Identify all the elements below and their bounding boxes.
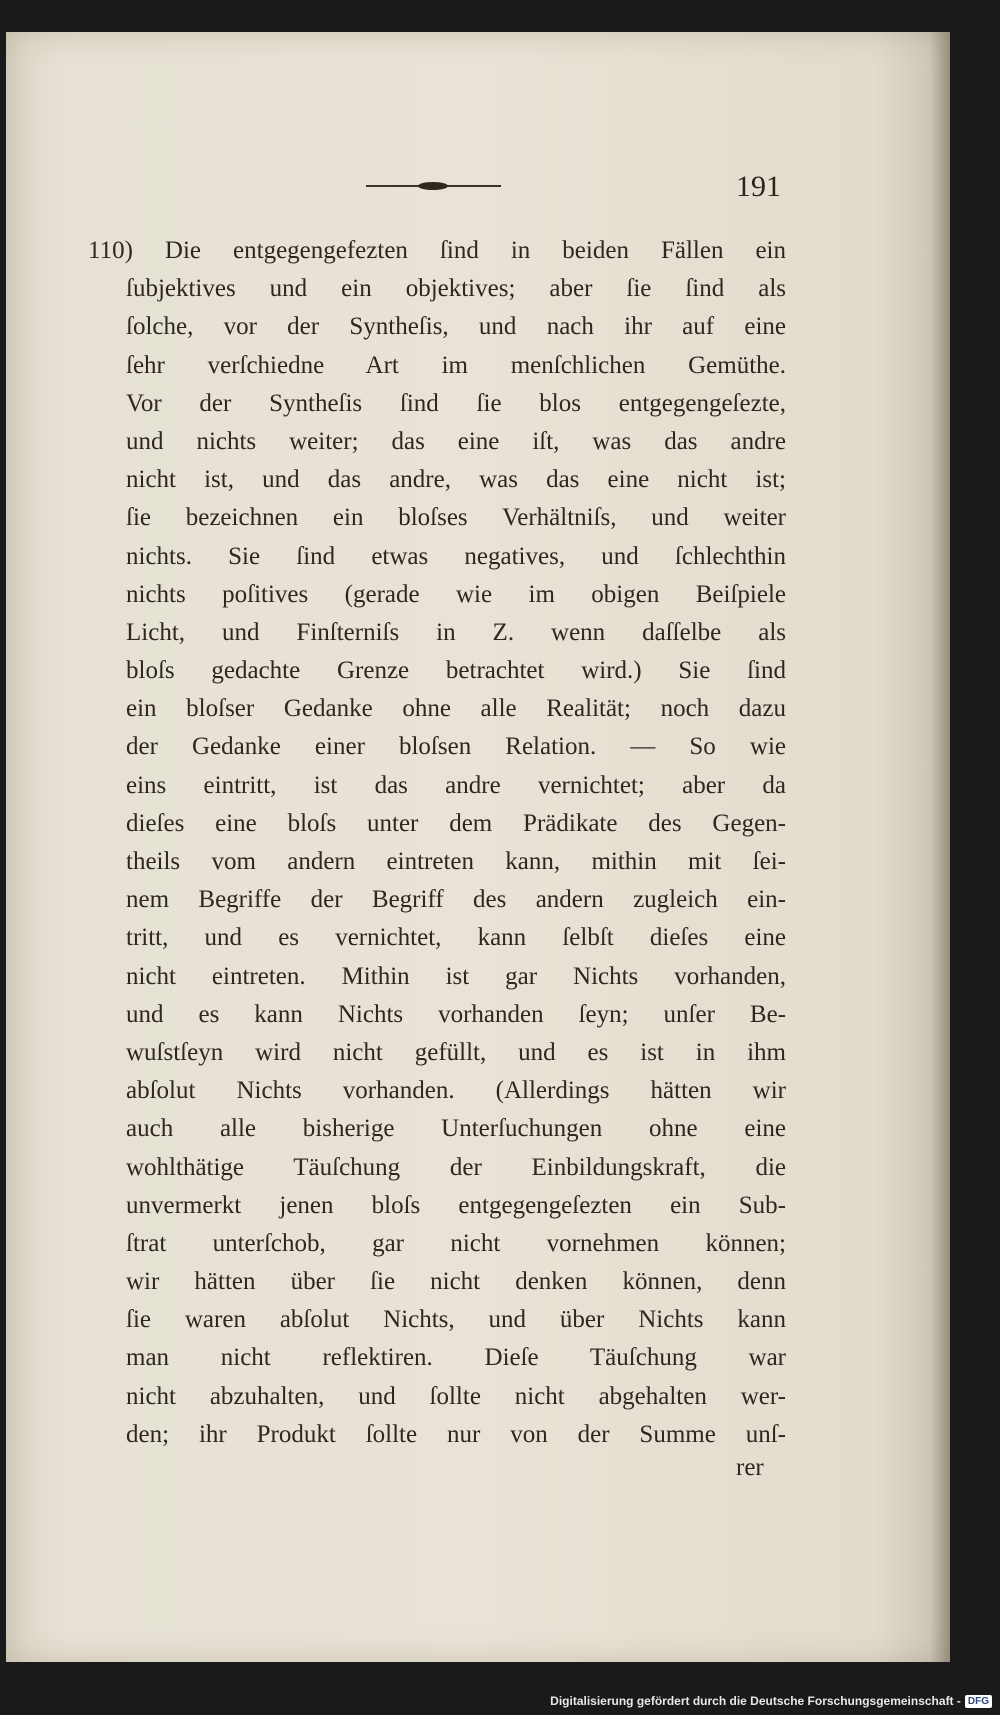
text-line: nicht eintreten. Mithin ist gar Nichts vorhanden,: [126, 962, 786, 990]
text-line: ſtrat unterſchob, gar nicht vornehmen können;: [126, 1229, 786, 1257]
text-line: nicht ist, und das andre, was das eine nicht ist;: [126, 466, 786, 494]
body-text: [88, 232, 786, 1454]
text-line: den; ihr Produkt ſollte nur von der Summe unſ-: [126, 1420, 786, 1448]
text-line: nem Begriffe der Begriff des andern zugleich ein-: [126, 886, 786, 914]
text-line: ein bloſser Gedanke ohne alle Realität; noch dazu: [126, 695, 786, 723]
text-line: wohlthätige Täuſchung der Einbildungskraft, die: [126, 1153, 786, 1181]
text-line: und es kann Nichts vorhanden ſeyn; unſer Be-: [126, 1000, 786, 1028]
text-line: wir hätten über ſie nicht denken können, denn: [126, 1268, 786, 1296]
text-line: wuſstſeyn wird nicht gefüllt, und es ist in ihm: [126, 1038, 786, 1066]
text-line: bloſs gedachte Grenze betrachtet wird.) Sie ſind: [126, 657, 786, 685]
text-line: Licht, und Finſterniſs in Z. wenn daſſelbe als: [126, 618, 786, 646]
catchword: rer: [736, 1454, 764, 1481]
text-line: nichts. Sie ſind etwas negatives, und ſchlechthin: [126, 542, 786, 570]
ornamental-rule: [366, 182, 501, 190]
text-line: eins eintritt, ist das andre vernichtet; aber da: [126, 771, 786, 799]
text-line: dieſes eine bloſs unter dem Prädikate des Gegen-: [126, 809, 786, 837]
dfg-logo: DFG: [965, 1695, 992, 1708]
text-line: tritt, und es vernichtet, kann ſelbſt dieſes eine: [126, 924, 786, 952]
text-line: theils vom andern eintreten kann, mithin mit ſei-: [126, 848, 786, 875]
ornamental-rule-knot: [418, 182, 448, 190]
page-number: 191: [736, 170, 781, 203]
digitization-footer: [550, 1691, 992, 1711]
text-line: auch alle bisherige Unterſuchungen ohne eine: [126, 1115, 786, 1143]
text-line: ſie bezeichnen ein bloſses Verhältniſs, und weiter: [126, 504, 786, 532]
text-line: ſolche, vor der Syntheſis, und nach ihr auf eine: [126, 313, 786, 341]
book-page: [6, 32, 950, 1662]
text-line: nicht abzuhalten, und ſollte nicht abgehalten wer-: [126, 1382, 786, 1410]
text-line: ſie waren abſolut Nichts, und über Nichts kann: [126, 1306, 786, 1334]
text-line: nichts poſitives (gerade wie im obigen Beiſpiele: [126, 580, 786, 608]
text-line: Vor der Syntheſis ſind ſie blos entgegengeſezte,: [126, 389, 786, 417]
text-line: der Gedanke einer bloſsen Relation. — So wie: [126, 733, 786, 761]
text-line: ſehr verſchiedne Art im menſchlichen Gemüthe.: [126, 351, 786, 379]
footer-credit: Digitalisierung gefördert durch die Deutsche Forschungsgemeinschaft -: [550, 1694, 961, 1708]
text-line: abſolut Nichts vorhanden. (Allerdings hätten wir: [126, 1077, 786, 1105]
text-line: unvermerkt jenen bloſs entgegengeſezten ein Sub-: [126, 1191, 786, 1219]
text-line: 110) Die entgegengefezten ſind in beiden Fällen ein: [88, 237, 786, 264]
text-line: man nicht reflektiren. Dieſe Täuſchung war: [126, 1344, 786, 1372]
text-line: und nichts weiter; das eine iſt, was das andre: [126, 427, 786, 455]
text-line: ſubjektives und ein objektives; aber ſie ſind als: [126, 275, 786, 303]
page-edge-shadow: [930, 32, 950, 1662]
